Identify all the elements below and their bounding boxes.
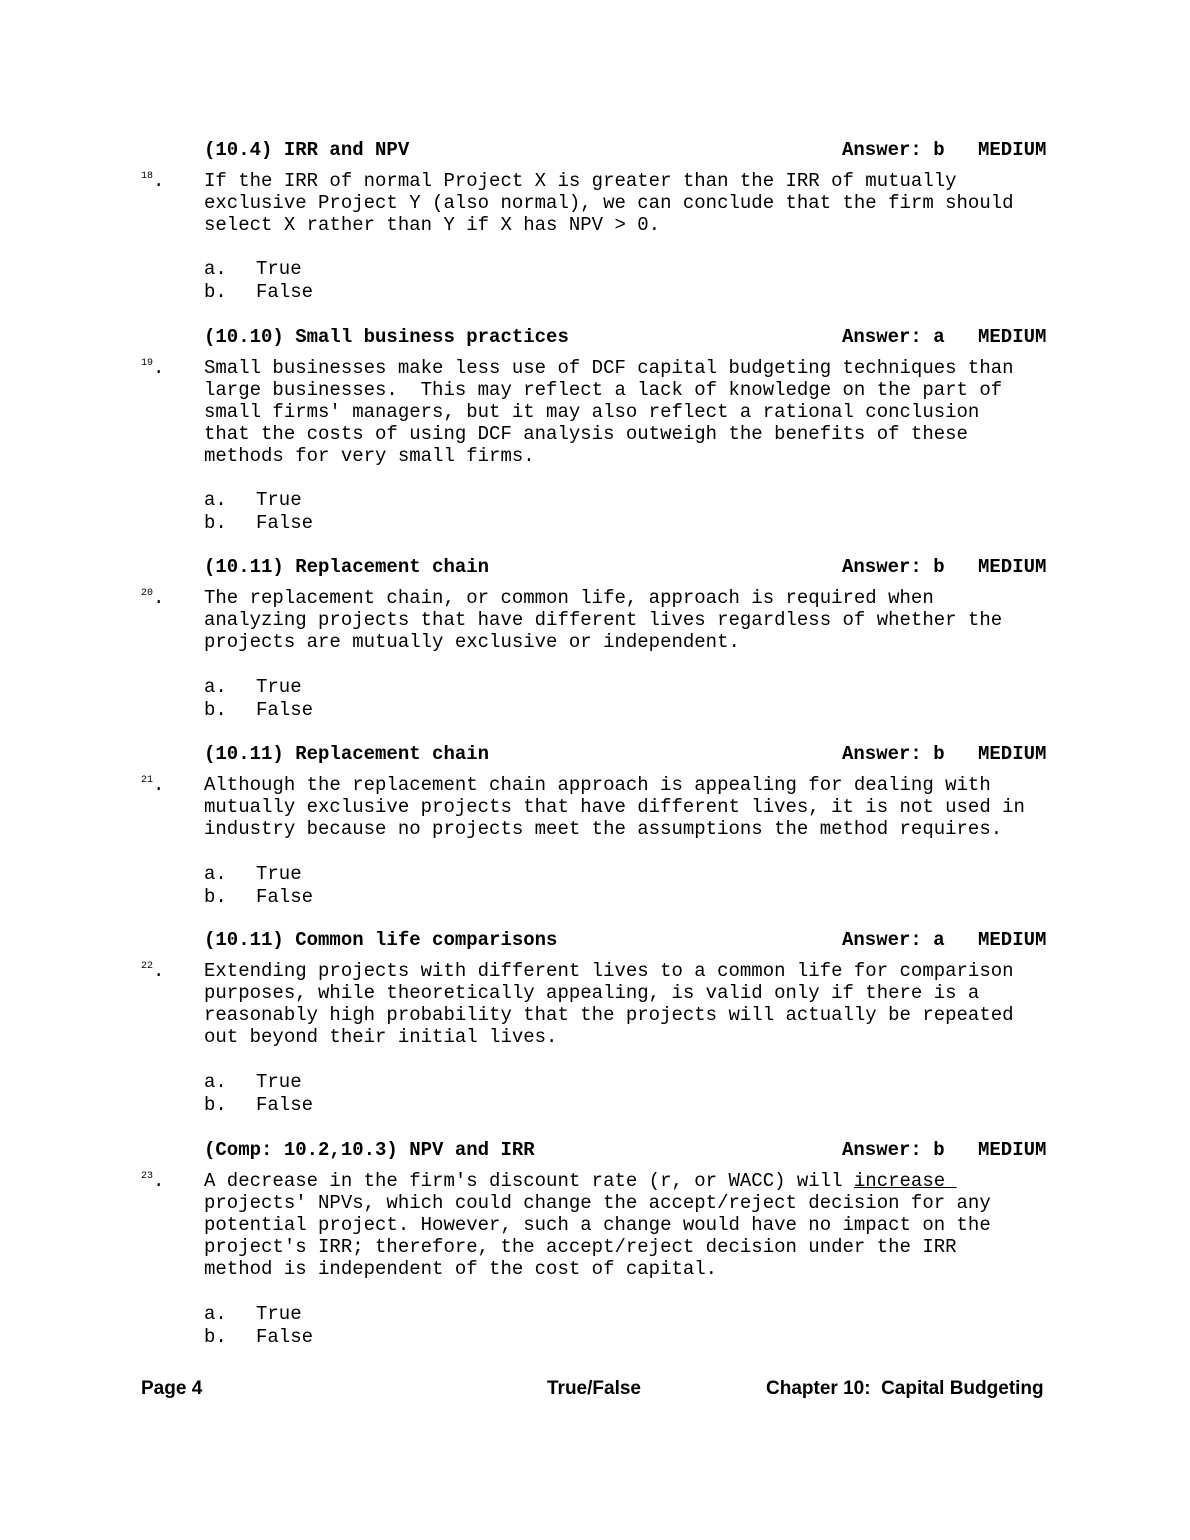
option-a: a. True xyxy=(204,258,302,280)
option-a: a. True xyxy=(204,863,302,885)
answer-options xyxy=(0,863,1190,909)
question-text: Although the replacement chain approach is appealing for dealing with mutually exclusive projects that have different lives, it is not used in industry because no projects meet the assumptions the method requires. xyxy=(204,774,1025,840)
question-header xyxy=(0,743,1190,765)
section-title: True/False xyxy=(547,1378,641,1399)
question-number: $^{23}$. xyxy=(141,1170,165,1192)
difficulty-label: MEDIUM xyxy=(978,1139,1047,1161)
option-b: b. False xyxy=(204,699,314,721)
answer-key: Answer: b xyxy=(842,139,945,161)
option-b: b. False xyxy=(204,281,314,303)
underlined-term: increase xyxy=(853,1170,957,1192)
question-header xyxy=(0,139,1190,161)
question-text: A decrease in the firm's discount rate (r, or WACC) will increase projects' NPVs, which could change the accept/reject decision for any potential project. However, such a change would have no impact on the project's IRR; therefore, the accept/reject decision under the IRR method is independent of the cost of capital. xyxy=(204,1170,991,1280)
option-b: b. False xyxy=(204,1094,314,1116)
answer-options xyxy=(0,676,1190,722)
answer-options xyxy=(0,1071,1190,1117)
answer-key: Answer: a xyxy=(842,929,945,951)
option-b: b. False xyxy=(204,1326,314,1348)
chapter-title: Chapter 10: Capital Budgeting xyxy=(766,1378,1044,1399)
page-number: Page 4 xyxy=(141,1378,203,1399)
answer-options xyxy=(0,489,1190,535)
question-number: $^{19}$. xyxy=(141,357,165,379)
option-a: a. True xyxy=(204,489,302,511)
question-text: If the IRR of normal Project X is greater than the IRR of mutually exclusive Project Y (also normal), we can conclude that the firm should select X rather than Y if X has NPV > 0. xyxy=(204,170,1014,236)
question-number: $^{21}$. xyxy=(141,774,165,796)
option-b: b. False xyxy=(204,886,314,908)
question-topic: (10.10) Small business practices xyxy=(204,326,569,348)
difficulty-label: MEDIUM xyxy=(978,929,1047,951)
option-a: a. True xyxy=(204,1303,302,1325)
question-text: Small businesses make less use of DCF capital budgeting techniques than large businesses. This may reflect a lack of knowledge on the part of small firms' managers, but it may also reflect a rational conclusion that the costs of using DCF analysis outweigh the benefits of these methods for very small firms. xyxy=(204,357,1014,467)
answer-options xyxy=(0,258,1190,304)
answer-key: Answer: b xyxy=(842,556,945,578)
question-header xyxy=(0,1139,1190,1161)
option-b: b. False xyxy=(204,512,314,534)
answer-key: Answer: b xyxy=(842,743,945,765)
difficulty-label: MEDIUM xyxy=(978,743,1047,765)
question-topic: (10.11) Replacement chain xyxy=(204,556,490,578)
answer-options xyxy=(0,1303,1190,1349)
question-header xyxy=(0,929,1190,951)
question-header xyxy=(0,556,1190,578)
question-text: The replacement chain, or common life, approach is required when analyzing projects that have different lives regardless of whether the projects are mutually exclusive or independent. xyxy=(204,587,1003,653)
difficulty-label: MEDIUM xyxy=(978,326,1047,348)
difficulty-label: MEDIUM xyxy=(978,556,1047,578)
question-number: $^{20}$. xyxy=(141,587,165,609)
question-topic: (10.11) Common life comparisons xyxy=(204,929,558,951)
question-topic: (10.4) IRR and NPV xyxy=(204,139,410,161)
option-a: a. True xyxy=(204,676,302,698)
question-number: $^{22}$. xyxy=(141,960,165,982)
page-footer xyxy=(0,1377,1190,1401)
question-text: Extending projects with different lives to a common life for comparison purposes, while theoretically appealing, is valid only if there is a reasonably high probability that the projects will actually be repeated out beyond their initial lives. xyxy=(204,960,1014,1048)
answer-key: Answer: b xyxy=(842,1139,945,1161)
option-a: a. True xyxy=(204,1071,302,1093)
question-number: $^{18}$. xyxy=(141,170,165,192)
question-topic: (10.11) Replacement chain xyxy=(204,743,490,765)
question-topic: (Comp: 10.2,10.3) NPV and IRR xyxy=(204,1139,535,1161)
question-header xyxy=(0,326,1190,348)
difficulty-label: MEDIUM xyxy=(978,139,1047,161)
answer-key: Answer: a xyxy=(842,326,945,348)
